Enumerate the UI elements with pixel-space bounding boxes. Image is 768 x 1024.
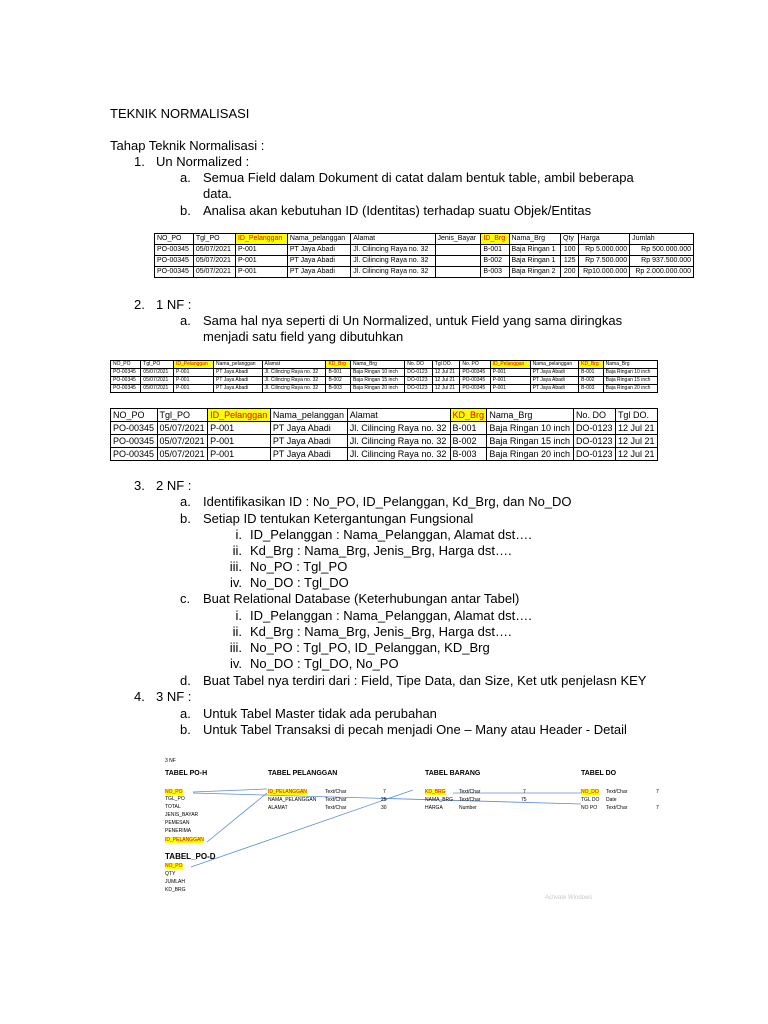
table-cell: Baja Ringan 20 inch (603, 385, 657, 393)
header-cell: Qty (561, 234, 579, 245)
table-cell: 12 Jul 21 (432, 385, 460, 393)
roman-numeral: iv. (229, 575, 242, 590)
table-cell: Jl. Cilincing Raya no. 32 (262, 377, 326, 385)
table-cell: 125 (561, 256, 579, 267)
header-cell: Tgl_PO (193, 234, 235, 245)
header-cell: Tgl DO. (615, 409, 657, 422)
table-row (111, 385, 658, 393)
list-number-2: 2. (134, 297, 145, 312)
header-cell: Nama_pelanggan (287, 234, 350, 245)
table-cell: PT Jaya Abadi (270, 422, 347, 435)
header-cell-key: KD_Brg (450, 409, 487, 422)
table-cell: 05/07/2021 (141, 385, 174, 393)
field-key: NO_DO (581, 789, 599, 795)
header-cell-key: ID_Pelanggan (490, 361, 530, 369)
table-row (111, 377, 658, 385)
field-key: NO_PO (165, 863, 183, 869)
list-letter: a. (180, 313, 191, 328)
field-type: Text/Char (459, 797, 481, 803)
header-cell: Nama_Brg (350, 361, 404, 369)
paragraph-line: Untuk Tabel Transaksi di pecah menjadi One – Many atau Header - Detail (203, 722, 627, 737)
table-cell: Baja Ringan 2 (509, 267, 561, 278)
header-cell: NO_PO (111, 361, 141, 369)
table-cell: DO-0123 (573, 435, 615, 448)
field-size: 25 (381, 797, 387, 803)
table-cell: Rp 2.000.000.000 (630, 267, 694, 278)
table-cell: 05/07/2021 (193, 267, 235, 278)
table-cell: PT Jaya Abadi (214, 377, 262, 385)
table-cell: P-001 (235, 245, 287, 256)
table-cell: P-001 (174, 369, 214, 377)
paragraph-line: Sama hal nya seperti di Un Normalized, untuk Field yang sama diringkas (203, 313, 623, 328)
paragraph-line: Setiap ID tentukan Ketergantungan Fungsional (203, 511, 474, 526)
table-cell: B-002 (579, 377, 604, 385)
table-cell: 05/07/2021 (157, 422, 208, 435)
header-cell-key: ID_Brg (481, 234, 509, 245)
table-cell (435, 256, 481, 267)
table-cell: PT Jaya Abadi (530, 385, 578, 393)
list-letter: a. (180, 494, 191, 509)
table-cell: PO-00345 (111, 422, 158, 435)
field-size: 75 (521, 797, 527, 803)
field-type: Text/Char (459, 789, 481, 795)
table-cell (435, 267, 481, 278)
field-type: Text/Char (606, 805, 628, 811)
list-letter: b. (180, 511, 191, 526)
table-row (111, 448, 658, 461)
table-cell: PT Jaya Abadi (287, 256, 350, 267)
header-cell: Jenis_Bayar (435, 234, 481, 245)
list-letter: d. (180, 673, 191, 688)
table-cell: Rp 5.000.000 (578, 245, 630, 256)
header-cell-key: ID_Pelanggan (208, 409, 271, 422)
header-cell: Nama_Brg (603, 361, 657, 369)
paragraph-line: Semua Field dalam Dokument di catat dalam bentuk table, ambil beberapa (203, 170, 634, 185)
table-cell: 05/07/2021 (157, 435, 208, 448)
table-cell: Baja Ringan 10 inch (487, 422, 574, 435)
field: TOTAL (165, 804, 181, 810)
field-size: 7 (383, 789, 386, 795)
table-cell: PO-00345 (111, 448, 158, 461)
paragraph-line: Buat Tabel nya terdiri dari : Field, Tipe Data, dan Size, Ket utk penjelasn KEY (203, 673, 647, 688)
field-type: Number (459, 805, 477, 811)
heading-un-normalized: Un Normalized : (156, 154, 250, 169)
table-cell: 12 Jul 21 (615, 448, 657, 461)
header-cell: Tgl_PO (157, 409, 208, 422)
field: ALAMAT (268, 805, 288, 811)
table-cell: B-003 (450, 448, 487, 461)
list-letter: b. (180, 203, 191, 218)
table-cell: Jl. Cilincing Raya no. 32 (351, 267, 435, 278)
table-cell: PO-00345 (460, 385, 490, 393)
field: JUMLAH (165, 879, 186, 885)
table-cell: P-001 (235, 267, 287, 278)
field: NO PO (581, 805, 598, 811)
field: TGL DO (581, 797, 600, 803)
table-row (155, 245, 694, 256)
relation-line-pelanggan (193, 789, 267, 792)
list-item: No_PO : Tgl_PO, ID_Pelanggan, KD_Brg (250, 640, 490, 655)
list-item: ID_Pelanggan : Nama_Pelanggan, Alamat dst…. (250, 608, 532, 623)
table-cell: B-003 (326, 385, 351, 393)
roman-numeral: i. (235, 527, 242, 542)
field-size: 30 (381, 805, 387, 811)
table-po-d-title: TABEL_PO-D (165, 852, 216, 861)
table-cell: P-001 (208, 448, 271, 461)
list-letter: c. (180, 591, 191, 606)
field: PENERIMA (165, 828, 192, 834)
table-row (155, 256, 694, 267)
header-cell-key: ID_Pelanggan (174, 361, 214, 369)
table-cell: 200 (561, 267, 579, 278)
table-cell: Jl. Cilincing Raya no. 32 (347, 435, 450, 448)
paragraph-line: Analisa akan kebutuhan ID (Identitas) terhadap suatu Objek/Entitas (203, 203, 592, 218)
unnormalized-table (154, 233, 694, 278)
header-cell: No. DO (405, 361, 433, 369)
table-cell: Baja Ringan 15 inch (487, 435, 574, 448)
field: NAMA_PELANGGAN (268, 797, 317, 803)
field-size: 7 (656, 789, 659, 795)
table-cell: B-001 (579, 369, 604, 377)
header-cell: Alamat (262, 361, 326, 369)
table-cell: PO-00345 (111, 377, 141, 385)
table-cell: PT Jaya Abadi (270, 448, 347, 461)
field-key: NO_PO (165, 789, 183, 795)
paragraph-line: Buat Relational Database (Keterhubungan antar Tabel) (203, 591, 520, 606)
field: TGL_PO (165, 796, 185, 802)
table-cell (435, 245, 481, 256)
relation-line-pelanggan (207, 793, 267, 842)
table-cell: 12 Jul 21 (432, 369, 460, 377)
roman-numeral: iv. (229, 656, 242, 671)
table-cell: PO-00345 (155, 256, 194, 267)
header-cell: Alamat (351, 234, 435, 245)
table-header-row (155, 234, 694, 245)
table-cell: B-001 (326, 369, 351, 377)
table-cell: Jl. Cilincing Raya no. 32 (347, 448, 450, 461)
list-item: Kd_Brg : Nama_Brg, Jenis_Brg, Harga dst…. (250, 543, 512, 558)
table-cell: P-001 (235, 256, 287, 267)
table-cell: Rp 500.000.000 (630, 245, 694, 256)
header-cell: Tgl_PO (141, 361, 174, 369)
table-cell: Jl. Cilincing Raya no. 32 (262, 385, 326, 393)
table-cell: B-002 (450, 435, 487, 448)
table-cell: PO-00345 (111, 385, 141, 393)
header-cell: No. DO (573, 409, 615, 422)
field-key: ID_PELANGGAN (268, 789, 307, 795)
table-cell: P-001 (208, 422, 271, 435)
table-cell: 05/07/2021 (141, 377, 174, 385)
table-do-title: TABEL DO (581, 770, 617, 777)
paragraph-line: Untuk Tabel Master tidak ada perubahan (203, 706, 437, 721)
table-cell: 100 (561, 245, 579, 256)
table-barang-title: TABEL BARANG (425, 770, 481, 777)
table-cell: 12 Jul 21 (615, 422, 657, 435)
table-cell: Rp10.000.000 (578, 267, 630, 278)
field: NAMA_BRG (425, 797, 454, 803)
field-type: Text/Char (325, 789, 347, 795)
paragraph-line: data. (203, 186, 232, 201)
header-cell: Nama_Brg (487, 409, 574, 422)
list-item: No_DO : Tgl_DO (250, 575, 349, 590)
roman-numeral: i. (235, 608, 242, 623)
header-cell-key: KD_Brg (579, 361, 604, 369)
table-cell: PO-00345 (460, 369, 490, 377)
heading-2nf: 2 NF : (156, 478, 192, 493)
table-row (111, 435, 658, 448)
table-pelanggan-title: TABEL PELANGGAN (268, 770, 338, 777)
paragraph-line: menjadi satu field yang dibutuhkan (203, 329, 404, 344)
header-cell-key: ID_Pelanggan (235, 234, 287, 245)
table-cell: Jl. Cilincing Raya no. 32 (262, 369, 326, 377)
list-item: Kd_Brg : Nama_Brg, Jenis_Brg, Harga dst…. (250, 624, 512, 639)
table-cell: Baja Ringan 10 inch (603, 369, 657, 377)
table-cell: B-001 (481, 245, 509, 256)
table-cell: PT Jaya Abadi (530, 377, 578, 385)
field-key: KD_BRG (425, 789, 446, 795)
document-title: TEKNIK NORMALISASI (110, 106, 250, 121)
header-cell: Alamat (347, 409, 450, 422)
list-item: No_DO : Tgl_DO, No_PO (250, 656, 399, 671)
field-type: Text/Char (325, 805, 347, 811)
table-cell: DO-0123 (405, 377, 433, 385)
table-cell: P-001 (490, 377, 530, 385)
field: PEMESAN (165, 820, 190, 826)
table-cell: P-001 (174, 377, 214, 385)
table-cell: B-001 (450, 422, 487, 435)
table-cell: 05/07/2021 (193, 256, 235, 267)
field-key: ID_PELANGGAN (165, 837, 204, 843)
list-letter: b. (180, 722, 191, 737)
table-cell: Baja Ringan 1 (509, 245, 561, 256)
field-type: Text/Char (325, 797, 347, 803)
table-header-row (111, 409, 658, 422)
header-cell: NO_PO (111, 409, 158, 422)
list-letter: a. (180, 170, 191, 185)
table-cell: Baja Ringan 20 inch (350, 385, 404, 393)
table-cell: Jl. Cilincing Raya no. 32 (351, 245, 435, 256)
table-cell: B-003 (579, 385, 604, 393)
table-cell: P-001 (174, 385, 214, 393)
table-cell: PO-00345 (460, 377, 490, 385)
roman-numeral: ii. (232, 543, 242, 558)
table-cell: PT Jaya Abadi (530, 369, 578, 377)
table-cell: PT Jaya Abadi (287, 245, 350, 256)
table-cell: P-001 (208, 435, 271, 448)
erd-diagram (163, 748, 681, 901)
table-row (155, 267, 694, 278)
table-cell: Baja Ringan 1 (509, 256, 561, 267)
table-cell: PT Jaya Abadi (287, 267, 350, 278)
table-cell: B-003 (481, 267, 509, 278)
table-cell: PT Jaya Abadi (270, 435, 347, 448)
section-intro: Tahap Teknik Normalisasi : (110, 138, 265, 153)
roman-numeral: iii. (229, 559, 242, 574)
table-po-h-title: TABEL PO-H (165, 770, 208, 777)
table-cell: PO-00345 (111, 369, 141, 377)
paragraph-line: Identifikasikan ID : No_PO, ID_Pelanggan, Kd_Brg, dan No_DO (203, 494, 572, 509)
heading-1nf: 1 NF : (156, 297, 192, 312)
table-cell: Baja Ringan 10 inch (350, 369, 404, 377)
table-cell: PT Jaya Abadi (214, 369, 262, 377)
1nf-table (110, 408, 658, 461)
table-cell: 05/07/2021 (141, 369, 174, 377)
field-type: Text/Char (606, 789, 628, 795)
roman-numeral: iii. (229, 640, 242, 655)
table-cell: P-001 (490, 369, 530, 377)
table-cell: B-002 (326, 377, 351, 385)
table-cell: Baja Ringan 15 inch (603, 377, 657, 385)
table-row (111, 369, 658, 377)
field: QTY (165, 871, 176, 877)
header-cell: Nama_pelanggan (530, 361, 578, 369)
table-cell: DO-0123 (573, 448, 615, 461)
header-cell: NO_PO (155, 234, 194, 245)
header-cell: Nama_pelanggan (214, 361, 262, 369)
field-size: 7 (656, 805, 659, 811)
table-cell: Baja Ringan 20 inch (487, 448, 574, 461)
header-cell: No. PO (460, 361, 490, 369)
table-cell: B-002 (481, 256, 509, 267)
watermark: Activate Windows (545, 895, 593, 901)
table-cell: DO-0123 (573, 422, 615, 435)
table-cell: 05/07/2021 (157, 448, 208, 461)
header-cell: Nama_Brg (509, 234, 561, 245)
table-cell: Jl. Cilincing Raya no. 32 (351, 256, 435, 267)
table-cell: Rp 7.500.000 (578, 256, 630, 267)
field: HARGA (425, 805, 443, 811)
roman-numeral: ii. (232, 624, 242, 639)
header-cell: Nama_pelanggan (270, 409, 347, 422)
table-cell: Baja Ringan 15 inch (350, 377, 404, 385)
table-cell: DO-0123 (405, 385, 433, 393)
table-cell: Jl. Cilincing Raya no. 32 (347, 422, 450, 435)
erd-label: 3 NF (165, 758, 176, 764)
table-cell: 12 Jul 21 (615, 435, 657, 448)
list-number-4: 4. (134, 689, 145, 704)
list-number-3: 3. (134, 478, 145, 493)
header-cell: Harga (578, 234, 630, 245)
table-cell: 05/07/2021 (193, 245, 235, 256)
table-row (111, 422, 658, 435)
list-item: ID_Pelanggan : Nama_Pelanggan, Alamat dst…. (250, 527, 532, 542)
table-cell: PO-00345 (155, 267, 194, 278)
table-cell: PT Jaya Abadi (214, 385, 262, 393)
field: KD_BRG (165, 887, 186, 893)
list-letter: a. (180, 706, 191, 721)
table-cell: 12 Jul 21 (432, 377, 460, 385)
list-item: No_PO : Tgl_PO (250, 559, 348, 574)
field-type: Date (606, 797, 617, 803)
1nf-wide-table (110, 360, 658, 393)
field: JENIS_BAYAR (165, 812, 199, 818)
header-cell: Tgl DO. (432, 361, 460, 369)
heading-3nf: 3 NF : (156, 689, 192, 704)
table-cell: Rp 937.500.000 (630, 256, 694, 267)
field-size: 7 (523, 789, 526, 795)
header-cell: Jumlah (630, 234, 694, 245)
table-header-row (111, 361, 658, 369)
header-cell-key: KD_Brg (326, 361, 351, 369)
table-cell: DO-0123 (405, 369, 433, 377)
table-cell: PO-00345 (155, 245, 194, 256)
list-number-1: 1. (134, 154, 145, 169)
table-cell: P-001 (490, 385, 530, 393)
table-cell: PO-00345 (111, 435, 158, 448)
